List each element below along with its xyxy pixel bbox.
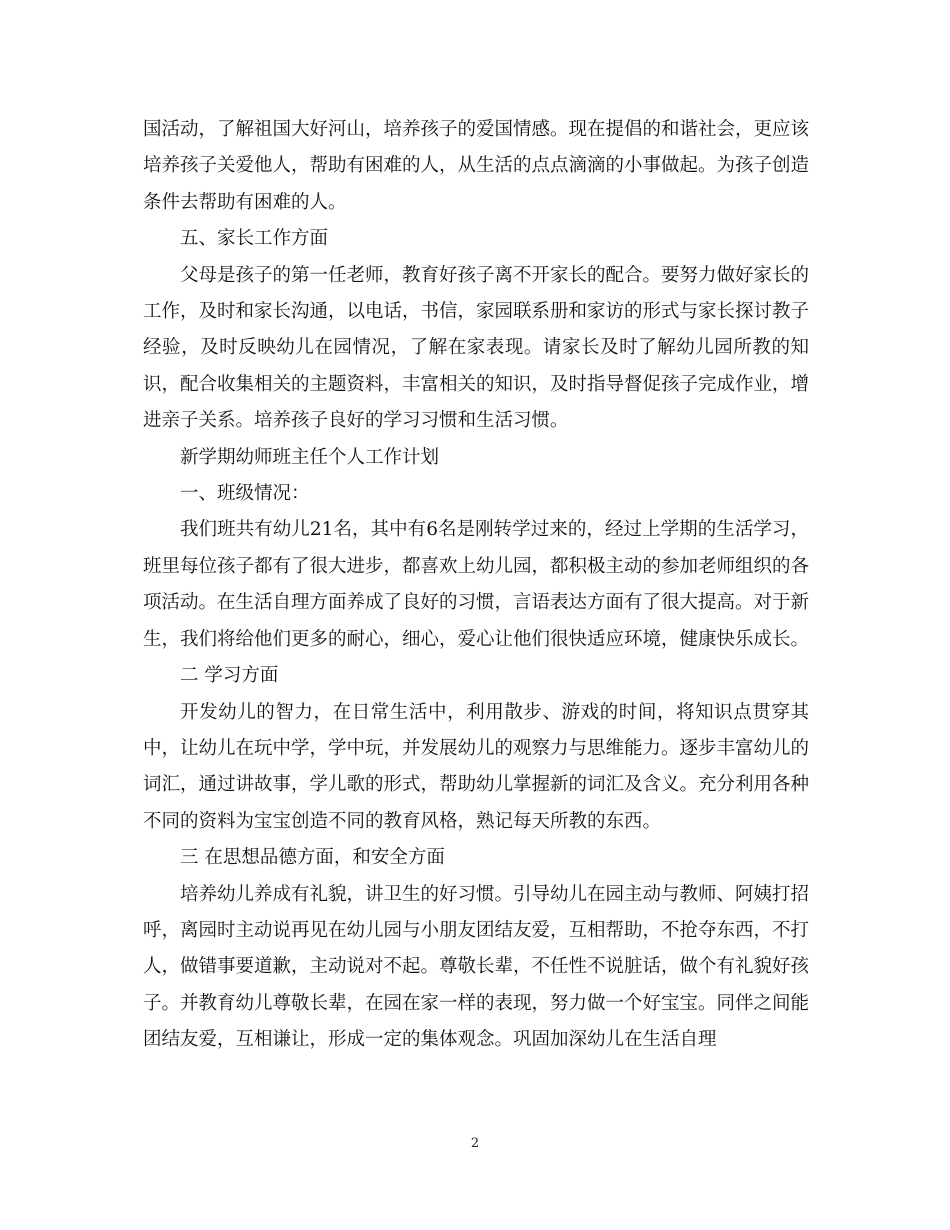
document-title: 新学期幼师班主任个人工作计划 (180, 446, 440, 468)
section-heading-learning: 二 学习方面 (180, 665, 279, 687)
paragraph-learning: 开发幼儿的智力，在日常生活中，利用散步、游戏的时间，将知识点贯穿其中，让幼儿在玩中学，学中玩，并发展幼儿的观察力与思维能力。逐步丰富幼儿的词汇，通过讲故事，学儿歌的形式，帮助幼儿掌握新的词汇及含义。充分利用各种不同的资料为宝宝创造不同的教育风格，熟记每天所教的东西。 (143, 701, 810, 832)
paragraph-class-situation: 我们班共有幼儿21名，其中有6名是刚转学过来的，经过上学期的生活学习，班里每位孩子都有了很大进步，都喜欢上幼儿园，都积极主动的参加老师组织的各项活动。在生活自理方面养成了良好的习惯，言语表达方面有了很大提高。对于新生，我们将给他们更多的耐心，细心，爱心让他们很快适应环境，健康快乐成长。 (143, 519, 810, 650)
document-body (143, 112, 809, 1059)
section-heading-parent-work: 五、家长工作方面 (180, 228, 329, 250)
paragraph-morality-safety: 培养幼儿养成有礼貌，讲卫生的好习惯。引导幼儿在园主动与教师、阿姨打招呼，离园时主动说再见在幼儿园与小朋友团结友爱，互相帮助，不抢夺东西，不打人，做错事要道歉，主动说对不起。尊敬长辈，不任性不说脏话，做个有礼貌好孩子。并教育幼儿尊敬长辈，在园在家一样的表现，努力做一个好宝宝。同伴之间能团结友爱，互相谦让，形成一定的集体观念。巩固加深幼儿在生活自理 (143, 883, 810, 1051)
section-heading-class-situation: 一、班级情况： (180, 483, 310, 505)
paragraph-parent-work: 父母是孩子的第一任老师，教育好孩子离不开家长的配合。要努力做好家长的工作，及时和家长沟通，以电话，书信，家园联系册和家访的形式与家长探讨教子经验，及时反映幼儿在园情况，了解在家表现。请家长及时了解幼儿园所教的知识，配合收集相关的主题资料，丰富相关的知识，及时指导督促孩子完成作业，增进亲子关系。培养孩子良好的学习习惯和生活习惯。 (143, 264, 810, 432)
paragraph-continuation: 国活动，了解祖国大好河山，培养孩子的爱国情感。现在提倡的和谐社会，更应该培养孩子关爱他人，帮助有困难的人，从生活的点点滴滴的小事做起。为孩子创造条件去帮助有困难的人。 (143, 119, 810, 213)
section-heading-morality-safety: 三 在思想品德方面，和安全方面 (180, 847, 445, 869)
page-number: 2 (470, 1136, 480, 1151)
